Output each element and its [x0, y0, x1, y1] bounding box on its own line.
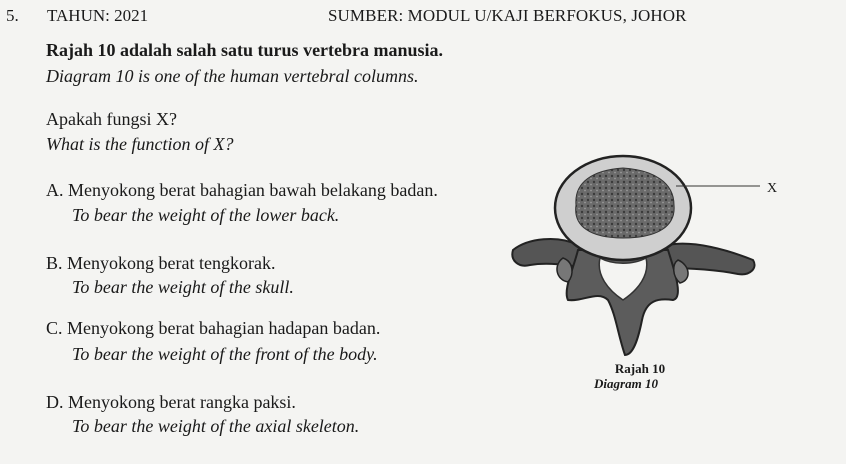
option-b-malay[interactable]: B. Menyokong berat tengkorak. — [46, 253, 276, 273]
vertebra-diagram — [508, 150, 788, 360]
label-x: X — [767, 181, 778, 196]
question-number: 5. — [6, 6, 19, 25]
question-ask-english: What is the function of X? — [46, 134, 234, 154]
year-label: TAHUN: 2021 — [47, 6, 149, 25]
option-c-malay[interactable]: C. Menyokong berat bahagian hadapan badan. — [46, 318, 381, 338]
question-ask-malay: Apakah fungsi X? — [46, 109, 177, 129]
source-label: SUMBER: MODUL U/KAJI BERFOKUS, JOHOR — [328, 6, 687, 25]
option-d-malay[interactable]: D. Menyokong berat rangka paksi. — [46, 392, 296, 412]
vertebral-body-spongy-bone — [576, 168, 674, 238]
question-intro-malay: Rajah 10 adalah salah satu turus vertebra manusia. — [46, 40, 444, 60]
option-b-english: To bear the weight of the skull. — [72, 277, 294, 297]
option-a-malay[interactable]: A. Menyokong berat bahagian bawah belakang badan. — [46, 180, 438, 200]
question-intro-english: Diagram 10 is one of the human vertebral columns. — [46, 66, 419, 86]
option-d-english: To bear the weight of the axial skeleton. — [72, 416, 360, 436]
figure-caption-english: Diagram 10 — [594, 376, 658, 391]
option-a-english: To bear the weight of the lower back. — [72, 205, 340, 225]
figure-caption-malay: Rajah 10 — [614, 361, 666, 376]
option-c-english: To bear the weight of the front of the body. — [72, 344, 378, 364]
